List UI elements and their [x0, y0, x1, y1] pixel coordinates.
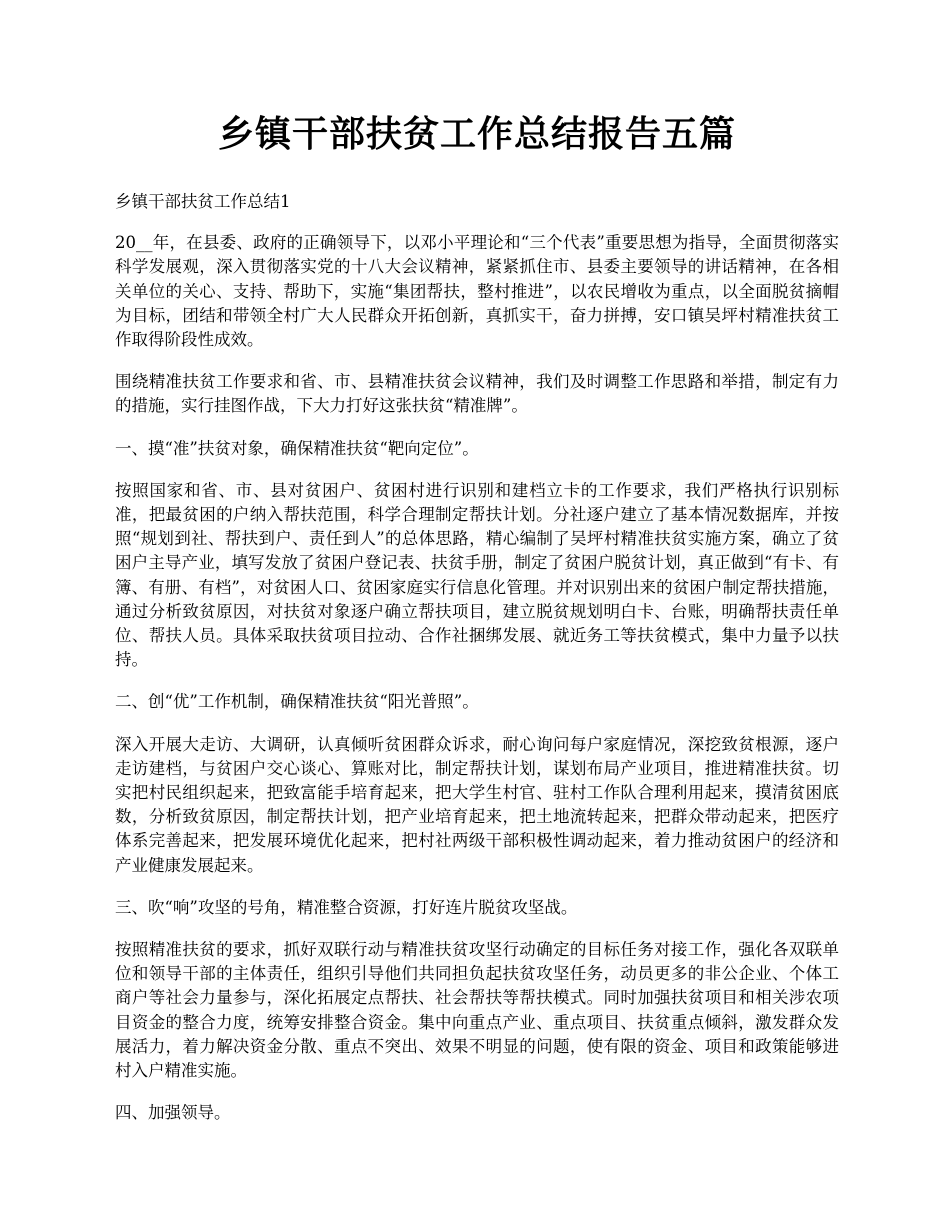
document-title: 乡镇干部扶贫工作总结报告五篇	[217, 113, 736, 155]
paragraph-section-1: 按照国家和省、市、县对贫困户、贫困村进行识别和建档立卡的工作要求，我们严格执行识别标准，把最贫困的户纳入帮扶范围，科学合理制定帮扶计划。分社逐户建立了基本情况数据库，并按照“规划到社、帮扶到户、责任到人”的总体思路，精心编制了吴坪村精准扶贫实施方案，确立了贫困户主导产业，填写发放了贫困户登记表、扶贫手册，制定了贫困户脱贫计划，真正做到“有卡、有簿、有册、有档”，对贫困人口、贫困家庭实行信息化管理。并对识别出来的贫困户制定帮扶措施，通过分析致贫原因，对扶贫对象逐户确立帮扶项目，建立脱贫规划明白卡、台账，明确帮扶责任单位、帮扶人员。具体采取扶贫项目拉动、合作社捆绑发展、就近务工等扶贫模式，集中力量予以扶持。	[115, 480, 839, 670]
paragraph-approach: 围绕精准扶贫工作要求和省、市、县精准扶贫会议精神，我们及时调整工作思路和举措，制定有力的措施，实行挂图作战，下大力打好这张扶贫“精准牌”。	[115, 372, 839, 416]
paragraph-intro: 20__年，在县委、政府的正确领导下，以邓小平理论和“三个代表”重要思想为指导，全面贯彻落实科学发展观，深入贯彻落实党的十八大会议精神，紧紧抓住市、县委主要领导的讲话精神，在各相关单位的关心、支持、帮助下，实施“集团帮扶，整村推进”，以农民增收为重点，以全面脱贫摘帽为目标，团结和带领全村广大人民群众开拓创新，真抓实干，奋力拼搏，安口镇吴坪村精准扶贫工作取得阶段性成效。	[115, 233, 839, 350]
heading-section-3: 三、吹“响”攻坚的号角，精准整合资源，打好连片脱贫攻坚战。	[115, 897, 578, 917]
heading-section-4: 四、加强领导。	[115, 1103, 231, 1123]
paragraph-section-2: 深入开展大走访、大调研，认真倾听贫困群众诉求，耐心询问每户家庭情况，深挖致贫根源，逐户走访建档，与贫困户交心谈心、算账对比，制定帮扶计划，谋划布局产业项目，推进精准扶贫。切实把村民组织起来，把致富能手培育起来，把大学生村官、驻村工作队合理利用起来，摸清贫困底数，分析致贫原因，制定帮扶计划，把产业培育起来，把土地流转起来，把群众带动起来，把医疗体系完善起来，把发展环境优化起来，把村社两级干部积极性调动起来，着力推动贫困户的经济和产业健康发展起来。	[115, 734, 839, 875]
document-page	[115, 108, 839, 1144]
section-subtitle: 乡镇干部扶贫工作总结1	[115, 192, 291, 211]
paragraph-section-3: 按照精准扶贫的要求，抓好双联行动与精准扶贫攻坚行动确定的目标任务对接工作，强化各双联单位和领导干部的主体责任，组织引导他们共同担负起扶贫攻坚任务，动员更多的非公企业、个体工商户等社会力量参与，深化拓展定点帮扶、社会帮扶等帮扶模式。同时加强扶贫项目和相关涉农项目资金的整合力度，统筹安排整合资金。集中向重点产业、重点项目、扶贫重点倾斜，激发群众发展活力，着力解决资金分散、重点不突出、效果不明显的问题，使有限的资金、项目和政策能够进村入户精准实施。	[115, 940, 839, 1081]
heading-section-1: 一、摸“准”扶贫对象，确保精准扶贫“靶向定位”。	[115, 438, 479, 458]
heading-section-2: 二、创“优”工作机制，确保精准扶贫“阳光普照”。	[115, 692, 479, 712]
